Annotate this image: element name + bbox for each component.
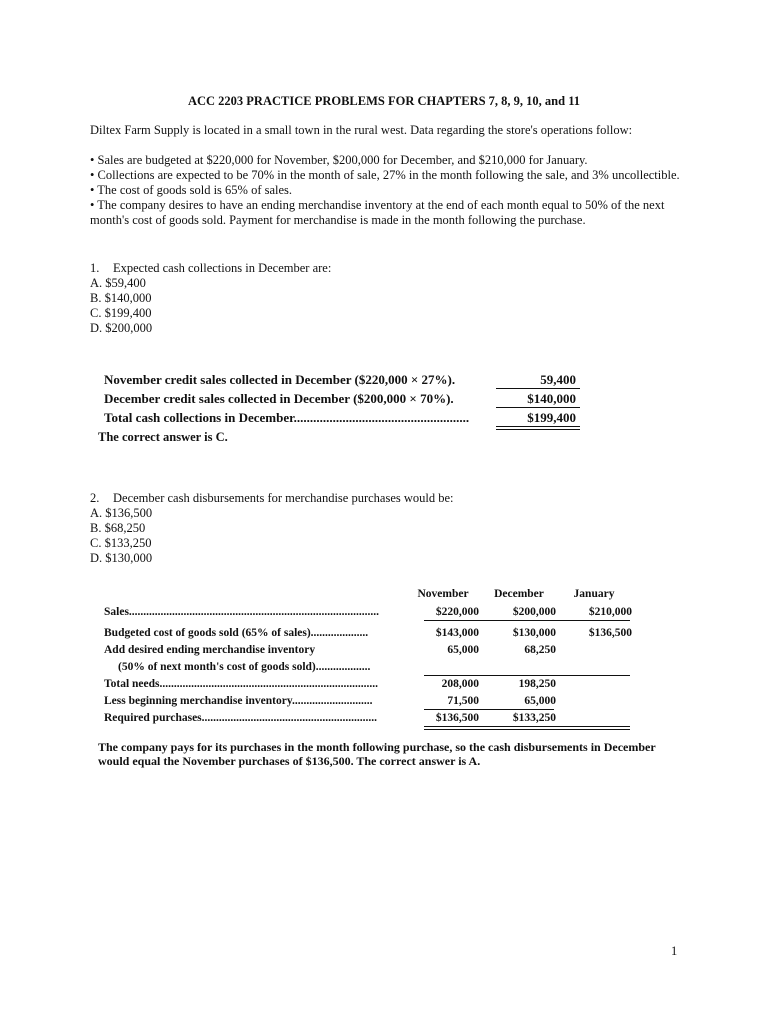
table-row	[104, 625, 634, 642]
question-2-number: 2.	[90, 491, 100, 505]
bullet-inventory: • The company desires to have an ending merchandise inventory at the end of each month equal to 50% of the next month's cost of goods sold. Payment for merchandise is made in the month following the purchase.	[90, 198, 665, 227]
page-title: ACC 2203 PRACTICE PROBLEMS FOR CHAPTERS 7, 8, 9, 10, and 11	[187, 94, 581, 108]
table-row	[104, 642, 634, 659]
cell-january: $210,000	[588, 606, 632, 618]
row-label: (50% of next month's cost of goods sold)...................	[118, 661, 371, 673]
cell-november: 208,000	[441, 678, 479, 690]
question-1	[90, 261, 331, 336]
table-row	[104, 676, 634, 693]
row-label: Budgeted cost of goods sold (65% of sales)....................	[104, 627, 369, 639]
solution-2-explanation: The company pays for its purchases in the month following purchase, so the cash disbursements in December would equal the November purchases of $136,500. The correct answer is A.	[98, 740, 656, 768]
solution-1-row	[104, 370, 580, 389]
double-underline	[424, 726, 630, 730]
row-label: Less beginning merchandise inventory............................	[104, 695, 373, 707]
question-1-option-b: B. $140,000	[90, 291, 152, 305]
cell-december: 198,250	[518, 678, 556, 690]
cell-december: $133,250	[512, 712, 556, 724]
solution-1-value: 59,400	[540, 372, 576, 387]
solution-1-value: $140,000	[527, 391, 576, 406]
question-2	[90, 491, 454, 566]
cell-november: $220,000	[435, 606, 479, 618]
page-number: 1	[671, 944, 678, 958]
cell-november: $136,500	[435, 712, 479, 724]
table-row	[104, 710, 634, 727]
table-header	[104, 588, 634, 604]
bullet-collections: • Collections are expected to be 70% in the month of sale, 27% in the month following the sale, and 3% uncollectible.	[90, 168, 680, 182]
bullet-cogs: • The cost of goods sold is 65% of sales.	[90, 183, 293, 197]
question-1-option-a: A. $59,400	[90, 276, 146, 290]
solution-1-row	[104, 389, 580, 408]
cell-december: 65,000	[524, 695, 556, 707]
question-1-option-d: D. $200,000	[90, 321, 153, 335]
question-2-option-b: B. $68,250	[90, 521, 146, 535]
solution-2-table	[104, 588, 634, 727]
double-underline	[496, 426, 580, 430]
cell-november: $143,000	[435, 627, 479, 639]
question-2-option-a: A. $136,500	[90, 506, 153, 520]
question-1-option-c: C. $199,400	[90, 306, 152, 320]
solution-1-label: Total cash collections in December......................................................	[104, 410, 470, 425]
solution-1-label: December credit sales collected in December ($200,000 × 70%).	[104, 391, 454, 406]
solution-1-answer: The correct answer is C.	[98, 430, 228, 444]
solution-1-table	[104, 370, 580, 427]
question-2-option-d: D. $130,000	[90, 551, 153, 565]
row-label: Sales.......................................................................................	[104, 606, 380, 618]
cell-december: $200,000	[512, 606, 556, 618]
cell-november: 71,500	[447, 695, 479, 707]
header-december: December	[494, 588, 544, 600]
cell-january: $136,500	[588, 627, 632, 639]
underline	[424, 620, 630, 621]
row-label: Add desired ending merchandise inventory	[104, 644, 316, 656]
question-1-text: Expected cash collections in December are:	[113, 261, 332, 275]
question-2-text: December cash disbursements for merchandise purchases would be:	[113, 491, 454, 505]
solution-1-label: November credit sales collected in December ($220,000 × 27%).	[104, 372, 456, 387]
table-row	[104, 604, 634, 621]
bullet-sales: • Sales are budgeted at $220,000 for November, $200,000 for December, and $210,000 for January.	[90, 153, 588, 167]
header-november: November	[417, 588, 469, 600]
row-label: Required purchases.............................................................	[104, 712, 378, 724]
assumptions-list	[90, 153, 690, 228]
cell-december: $130,000	[512, 627, 556, 639]
solution-1-row	[104, 408, 580, 427]
cell-november: 65,000	[447, 644, 479, 656]
cell-december: 68,250	[524, 644, 556, 656]
question-2-option-c: C. $133,250	[90, 536, 152, 550]
table-row	[104, 693, 634, 710]
intro-paragraph: Diltex Farm Supply is located in a small town in the rural west. Data regarding the store's operations follow:	[90, 123, 633, 137]
solution-1-value: $199,400	[527, 410, 576, 425]
header-january: January	[573, 588, 615, 600]
question-1-number: 1.	[90, 261, 100, 275]
table-row	[104, 659, 634, 676]
row-label: Total needs............................................................................	[104, 678, 378, 690]
